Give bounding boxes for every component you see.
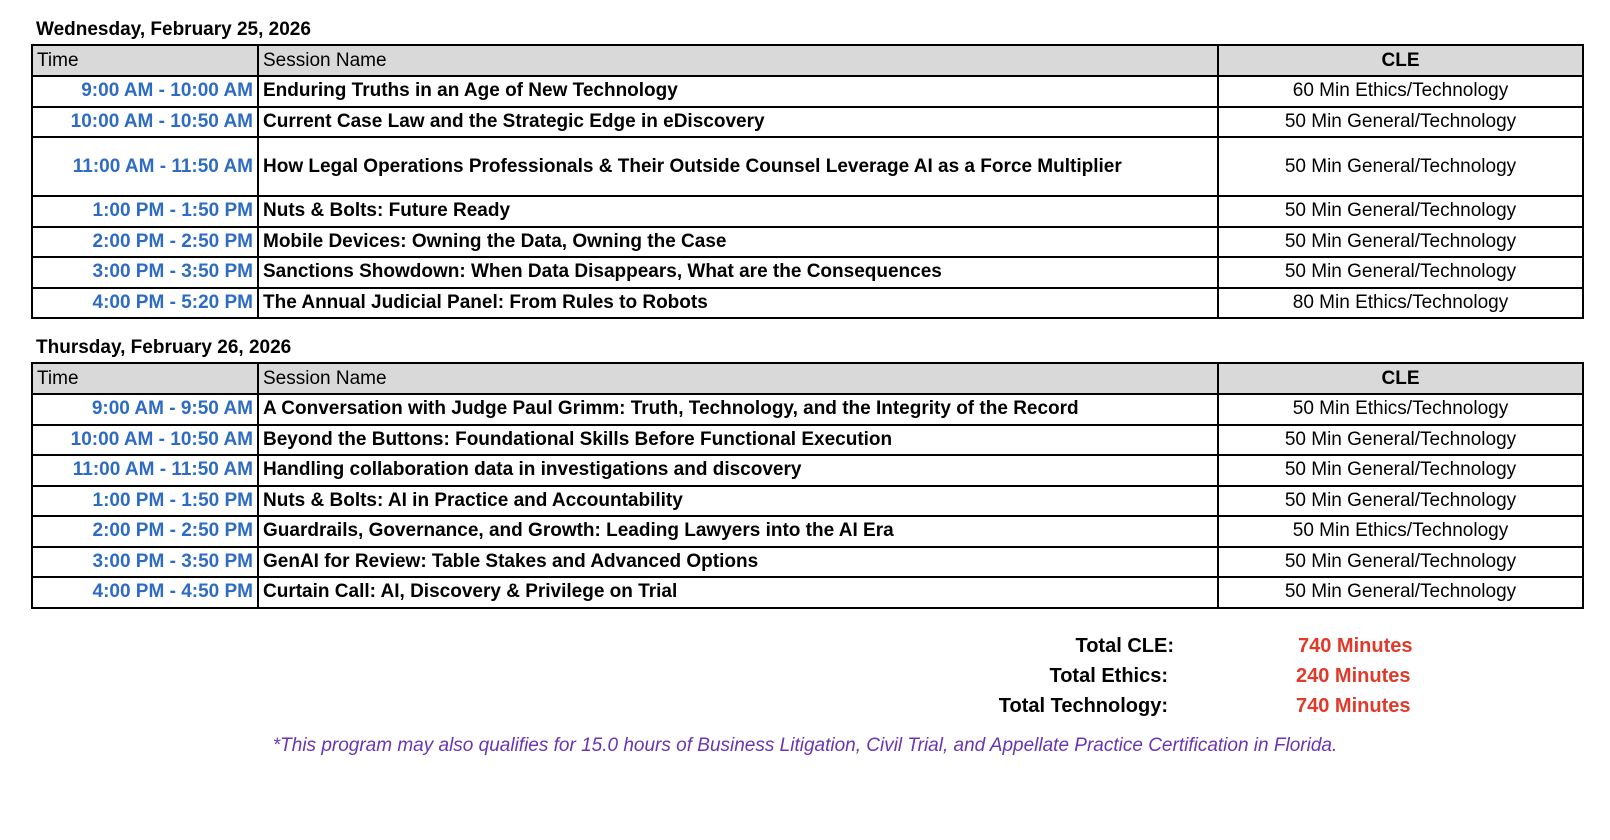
session-time: 10:00 AM - 10:50 AM <box>32 107 258 138</box>
session-cle: 50 Min General/Technology <box>1218 455 1583 486</box>
session-name: Nuts & Bolts: AI in Practice and Accountability <box>258 486 1218 517</box>
session-column-header: Session Name <box>258 363 1218 394</box>
table-row <box>32 227 1583 258</box>
total-ethics-label: Total Ethics: <box>1049 664 1168 687</box>
session-name: GenAI for Review: Table Stakes and Advanced Options <box>258 547 1218 578</box>
session-name: Guardrails, Governance, and Growth: Leading Lawyers into the AI Era <box>258 516 1218 547</box>
session-time: 10:00 AM - 10:50 AM <box>32 425 258 456</box>
session-name: Handling collaboration data in investigations and discovery <box>258 455 1218 486</box>
session-time: 1:00 PM - 1:50 PM <box>32 196 258 227</box>
session-name: Curtain Call: AI, Discovery & Privilege on Trial <box>258 577 1218 608</box>
session-name: A Conversation with Judge Paul Grimm: Truth, Technology, and the Integrity of the Record <box>258 394 1218 425</box>
session-name: Enduring Truths in an Age of New Technology <box>258 76 1218 107</box>
session-time: 3:00 PM - 3:50 PM <box>32 257 258 288</box>
total-ethics-row <box>0 661 1498 691</box>
table-row <box>32 257 1583 288</box>
table-row <box>32 76 1583 107</box>
total-technology-row <box>0 691 1498 721</box>
session-name: Beyond the Buttons: Foundational Skills Before Functional Execution <box>258 425 1218 456</box>
session-cle: 50 Min Ethics/Technology <box>1218 394 1583 425</box>
session-time: 2:00 PM - 2:50 PM <box>32 516 258 547</box>
cle-column-header: CLE <box>1218 363 1583 394</box>
session-cle: 50 Min General/Technology <box>1218 486 1583 517</box>
schedule-table-day-2 <box>31 362 1584 609</box>
time-column-header: Time <box>32 363 258 394</box>
table-row <box>32 394 1583 425</box>
total-technology-value: 740 Minutes <box>1296 694 1411 717</box>
session-cle: 50 Min General/Technology <box>1218 107 1583 138</box>
table-row <box>32 425 1583 456</box>
session-name: How Legal Operations Professionals & Their Outside Counsel Leverage AI as a Force Multiplier <box>258 137 1218 196</box>
session-cle: 80 Min Ethics/Technology <box>1218 288 1583 319</box>
day-title: Thursday, February 26, 2026 <box>36 337 292 358</box>
session-name: Sanctions Showdown: When Data Disappears, What are the Consequences <box>258 257 1218 288</box>
session-time: 2:00 PM - 2:50 PM <box>32 227 258 258</box>
session-time: 9:00 AM - 9:50 AM <box>32 394 258 425</box>
table-row <box>32 137 1583 196</box>
session-time: 4:00 PM - 4:50 PM <box>32 577 258 608</box>
table-row <box>32 486 1583 517</box>
certification-note: *This program may also qualifies for 15.0 hours of Business Litigation, Civil Trial, and Appellate Practice Certification in Florida. <box>272 735 1338 756</box>
cle-column-header: CLE <box>1218 45 1583 76</box>
schedule-table-day-1 <box>31 44 1584 319</box>
session-cle: 50 Min Ethics/Technology <box>1218 516 1583 547</box>
day-title: Wednesday, February 25, 2026 <box>36 19 311 40</box>
table-row <box>32 288 1583 319</box>
total-cle-label: Total CLE: <box>1075 634 1174 657</box>
total-cle-value: 740 Minutes <box>1298 634 1413 657</box>
session-cle: 50 Min General/Technology <box>1218 137 1583 196</box>
session-time: 11:00 AM - 11:50 AM <box>32 455 258 486</box>
table-header-row <box>32 45 1583 76</box>
session-time: 4:00 PM - 5:20 PM <box>32 288 258 319</box>
total-ethics-value: 240 Minutes <box>1296 664 1411 687</box>
session-name: Nuts & Bolts: Future Ready <box>258 196 1218 227</box>
session-time: 9:00 AM - 10:00 AM <box>32 76 258 107</box>
session-name: Mobile Devices: Owning the Data, Owning the Case <box>258 227 1218 258</box>
totals-block <box>0 631 1498 721</box>
session-cle: 50 Min General/Technology <box>1218 577 1583 608</box>
table-row <box>32 577 1583 608</box>
session-cle: 50 Min General/Technology <box>1218 257 1583 288</box>
session-name: The Annual Judicial Panel: From Rules to Robots <box>258 288 1218 319</box>
session-column-header: Session Name <box>258 45 1218 76</box>
session-cle: 50 Min General/Technology <box>1218 425 1583 456</box>
table-row <box>32 107 1583 138</box>
table-header-row <box>32 363 1583 394</box>
session-time: 11:00 AM - 11:50 AM <box>32 137 258 196</box>
table-row <box>32 455 1583 486</box>
table-row <box>32 547 1583 578</box>
total-cle-row <box>0 631 1498 661</box>
table-row <box>32 196 1583 227</box>
session-time: 3:00 PM - 3:50 PM <box>32 547 258 578</box>
total-technology-label: Total Technology: <box>998 694 1168 717</box>
session-cle: 50 Min General/Technology <box>1218 227 1583 258</box>
session-cle: 50 Min General/Technology <box>1218 196 1583 227</box>
session-time: 1:00 PM - 1:50 PM <box>32 486 258 517</box>
session-cle: 50 Min General/Technology <box>1218 547 1583 578</box>
session-cle: 60 Min Ethics/Technology <box>1218 76 1583 107</box>
session-name: Current Case Law and the Strategic Edge in eDiscovery <box>258 107 1218 138</box>
time-column-header: Time <box>32 45 258 76</box>
table-row <box>32 516 1583 547</box>
